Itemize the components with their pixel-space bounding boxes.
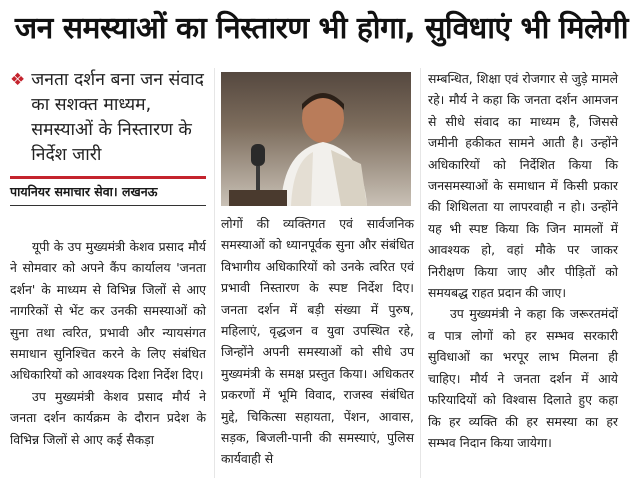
paragraph: लोगों की व्यक्तिगत एवं सार्वजनिक समस्याओं को ध्यानपूर्वक सुना और संबंधित विभागीय अधिकारियों को उनके त्वरित एवं प्रभावी निस्तारण के स्पष्ट निर्देश दिए। जनता दर्शन में बड़ी संख्या में पुरुष, महिलाएं, वृद्धजन व युवा उपस्थित रहे, जिन्होंने अपनी समस्याओं को सीधे उप मुख्यमंत्री के समक्ष प्रस्तुत किया। अधिकतर प्रकरणों में भूमि विवाद, राजस्व संबंधित मुद्दे, चिकित्सा सहायता, पेंशन, आवास, सड़क, बिजली-पानी की समस्याएं, पुलिस कार्यवाही से bbox=[221, 216, 414, 467]
diamond-bullet-icon: ❖ bbox=[10, 70, 26, 90]
highlight-box bbox=[10, 68, 206, 174]
article-column-1 bbox=[10, 68, 206, 450]
article-column-2 bbox=[221, 213, 414, 470]
column-divider bbox=[214, 68, 215, 478]
article-photo bbox=[221, 72, 411, 206]
paragraph: यूपी के उप मुख्यमंत्री केशव प्रसाद मौर्य ने सोमवार को अपने कैंप कार्यालय 'जनता दर्शन' के माध्यम से विभिन्न जिलों से आए नागरिकों से भेंट कर उनकी समस्याओं को सुना तथा त्वरित, प्रभावी और न्यायसंगत समाधान सुनिश्चित करने के लिए संबंधित अधिकारियों को आवश्यक दिशा निर्देश दिए। bbox=[10, 239, 206, 383]
byline: पायनियर समाचार सेवा। लखनऊ bbox=[10, 182, 206, 206]
paragraph: उप मुख्यमंत्री केशव प्रसाद मौर्य ने जनता दर्शन कार्यक्रम के दौरान प्रदेश के विभिन्न जिलों से आए कई सैकड़ा bbox=[10, 388, 206, 447]
red-divider bbox=[10, 176, 206, 179]
headline: जन समस्याओं का निस्तारण भी होगा, सुविधाएं भी मिलेगी bbox=[14, 11, 629, 46]
highlight-text: जनता दर्शन बना जन संवाद का सशक्त माध्यम, समस्याओं के निस्तारण के निर्देश जारी bbox=[31, 70, 204, 165]
microphone-icon bbox=[229, 136, 287, 206]
column-divider bbox=[420, 68, 421, 478]
article-column-3 bbox=[428, 68, 618, 453]
paragraph: उप मुख्यमंत्री ने कहा कि जरूरतमंदों व पात्र लोगों को हर सम्भव सरकारी सुविधाओं का भरपूर लाभ मिलना ही चाहिए। मौर्य ने जनता दर्शन में आये फरियादियों को विश्वास दिलाते हुए कहा कि हर व्यक्ति की हर समस्या का हर सम्भव निदान किया जायेगा। bbox=[428, 306, 618, 450]
paragraph: सम्बन्धित, शिक्षा एवं रोजगार से जुड़े मामले रहे। मौर्य ने कहा कि जनता दर्शन आमजन से सीधे संवाद का माध्यम है, जिससे जमीनी हकीकत सामने आती है। उन्होंने अधिकारियों को निर्देशित किया कि जनसमस्याओं के समाधान में किसी प्रकार की शिथिलता या लापरवाही न हो। उन्होंने यह भी स्पष्ट किया कि जिन मामलों में आवश्यक हो, वहां मौके पर जाकर निरीक्षण किया जाए और पीड़ितों को समयबद्ध राहत प्रदान की जाए। bbox=[428, 71, 618, 301]
